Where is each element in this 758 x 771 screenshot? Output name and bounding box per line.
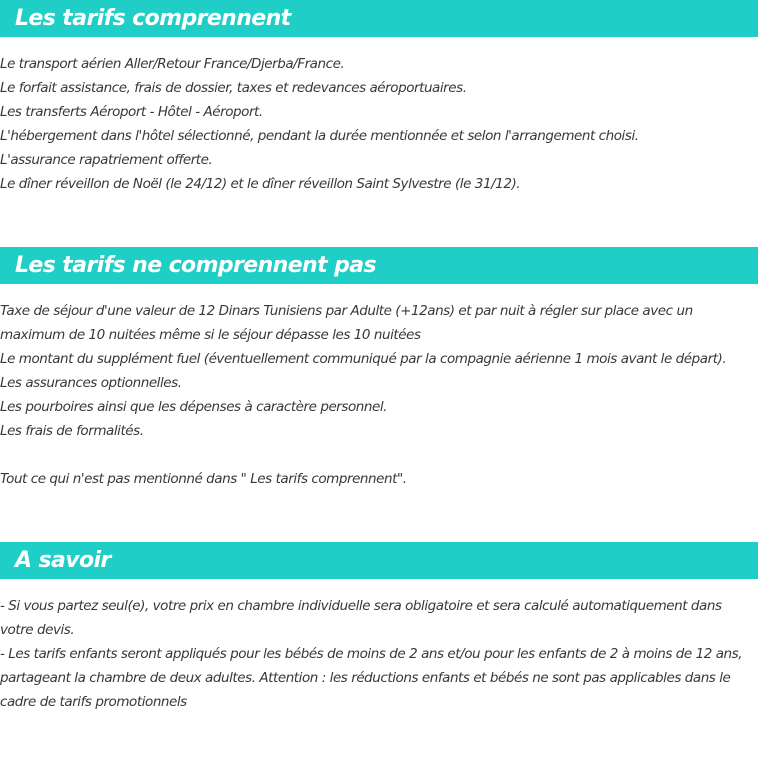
list-item: Tout ce qui n'est pas mentionné dans " Les tarifs comprennent". (0, 471, 407, 487)
section-body-tarifs-ne-comprennent-pas (0, 299, 758, 491)
list-item: Le transport aérien Aller/Retour France/Djerba/France. (0, 56, 345, 72)
list-item: Les frais de formalités. (0, 423, 144, 439)
section-title: A savoir (15, 548, 111, 573)
list-item: L'assurance rapatriement offerte. (0, 152, 213, 168)
section-body-tarifs-comprennent (0, 52, 758, 196)
section-header-tarifs-ne-comprennent-pas (0, 247, 758, 284)
spacer (0, 443, 758, 467)
section-header-a-savoir (0, 542, 758, 579)
section-title: Les tarifs comprennent (15, 6, 291, 31)
list-item: Les assurances optionnelles. (0, 375, 182, 391)
list-item: Le montant du supplément fuel (éventuellement communiqué par la compagnie aérienne 1 mois avant le départ). (0, 351, 727, 367)
list-item: Les transferts Aéroport - Hôtel - Aéroport. (0, 104, 263, 120)
list-item: Taxe de séjour d'une valeur de 12 Dinars Tunisiens par Adulte (+12ans) et par nuit à régler sur place avec un maximum de 10 nuitées même si le séjour dépasse les 10 nuitées (0, 303, 693, 343)
list-item: Les pourboires ainsi que les dépenses à caractère personnel. (0, 399, 388, 415)
section-title: Les tarifs ne comprennent pas (15, 253, 376, 278)
list-item: Le forfait assistance, frais de dossier, taxes et redevances aéroportuaires. (0, 80, 467, 96)
list-item: - Si vous partez seul(e), votre prix en chambre individuelle sera obligatoire et sera calculé automatiquement dans votre devis. (0, 598, 722, 638)
list-item: Le dîner réveillon de Noël (le 24/12) et le dîner réveillon Saint Sylvestre (le 31/12). (0, 176, 521, 192)
list-item: - Les tarifs enfants seront appliqués pour les bébés de moins de 2 ans et/ou pour les enfants de 2 à moins de 12 ans, partageant la chambre de deux adultes. Attention : les réductions enfants et bébés ne sont pas applicables dans le cadre de tarifs promotionnels (0, 646, 743, 710)
section-header-tarifs-comprennent (0, 0, 758, 37)
section-body-a-savoir (0, 594, 758, 714)
list-item: L'hébergement dans l'hôtel sélectionné, pendant la durée mentionnée et selon l'arrangement choisi. (0, 128, 639, 144)
